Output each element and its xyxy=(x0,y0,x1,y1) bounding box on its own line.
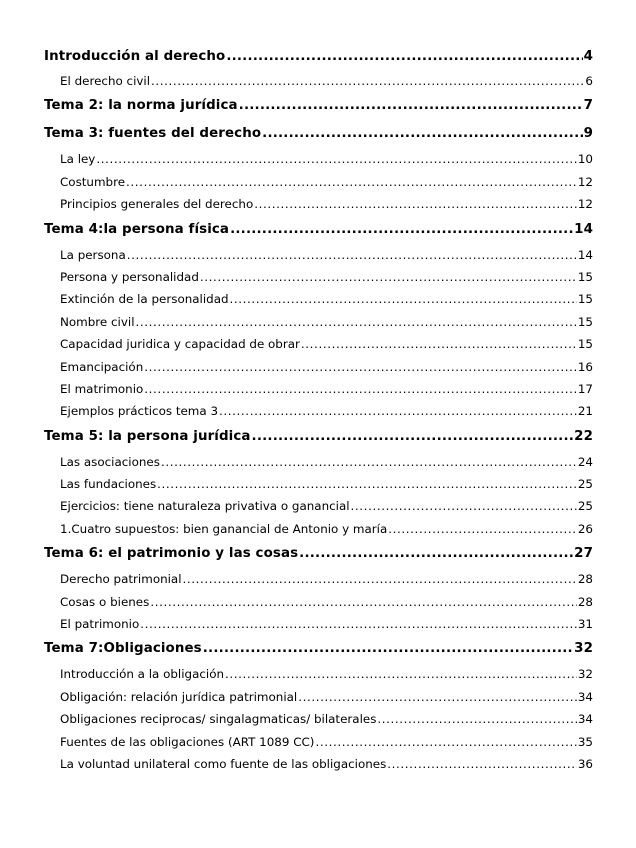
toc-page-number: 36 xyxy=(577,756,593,771)
toc-page-number: 16 xyxy=(577,359,593,374)
toc-page-number: 26 xyxy=(577,521,593,536)
dot-leader xyxy=(301,333,577,355)
toc-section-entry[interactable] xyxy=(44,378,593,400)
dot-leader xyxy=(252,423,574,451)
toc-entry-title: Obligaciones reciprocas/ singalagmaticas/ bilaterales xyxy=(60,712,377,727)
dot-leader xyxy=(298,686,577,708)
toc-entry-title: Cuatro supuestos: bien ganancial de Antonio y maría xyxy=(71,521,388,536)
toc-entry-title: El matrimonio xyxy=(60,381,144,396)
toc-entry-title: Tema 2: la norma jurídica xyxy=(44,98,238,114)
toc-section-entry[interactable] xyxy=(44,731,593,753)
toc-section-entry[interactable] xyxy=(44,244,593,266)
toc-entry-title: Tema 4:la persona física xyxy=(44,221,230,237)
dot-leader xyxy=(200,266,577,288)
toc-section-entry[interactable] xyxy=(44,591,593,613)
dot-leader xyxy=(140,613,577,635)
dot-leader xyxy=(144,356,577,378)
toc-section-entry[interactable] xyxy=(44,613,593,635)
toc-page-number: 24 xyxy=(577,454,593,469)
toc-entry-title: Fuentes de las obligaciones (ART 1089 CC) xyxy=(60,734,315,749)
toc-section-entry[interactable] xyxy=(44,686,593,708)
toc-page-number: 31 xyxy=(577,617,593,632)
dot-leader xyxy=(262,120,582,148)
dot-leader xyxy=(96,148,577,170)
toc-page-number: 15 xyxy=(577,292,593,307)
toc-page-number: 25 xyxy=(577,499,593,514)
toc-entry-title: Tema 5: la persona jurídica xyxy=(44,428,251,444)
dot-leader xyxy=(225,663,577,685)
dot-leader xyxy=(203,635,573,663)
toc-page-number: 14 xyxy=(574,221,593,237)
toc-page-number: 34 xyxy=(577,712,593,727)
toc-chapter-entry[interactable] xyxy=(44,635,593,663)
toc-section-entry[interactable] xyxy=(44,708,593,730)
toc-entry-title: El patrimonio xyxy=(60,617,140,632)
toc-page-number: 15 xyxy=(577,337,593,352)
dot-leader xyxy=(315,731,576,753)
toc-section-entry[interactable] xyxy=(44,753,593,775)
toc-entry-title: Tema 7:Obligaciones xyxy=(44,641,202,657)
dot-leader xyxy=(151,70,584,92)
toc-chapter-entry[interactable] xyxy=(44,92,593,120)
toc-page-number: 12 xyxy=(577,197,593,212)
toc-page-number: 6 xyxy=(585,74,593,88)
toc-entry-title: Introducción a la obligación xyxy=(60,667,225,682)
toc-page-number: 32 xyxy=(574,641,593,657)
toc-page-number: 34 xyxy=(577,689,593,704)
toc-entry-title: La voluntad unilateral como fuente de las obligaciones xyxy=(60,756,387,771)
toc-section-entry[interactable] xyxy=(44,288,593,310)
toc-entry-title: Nombre civil xyxy=(60,314,135,329)
toc-page-number: 14 xyxy=(577,247,593,262)
toc-section-entry[interactable] xyxy=(44,356,593,378)
toc-page-number: 15 xyxy=(577,269,593,284)
toc-section-entry[interactable] xyxy=(44,568,593,590)
toc-page-number: 4 xyxy=(583,49,593,64)
toc-chapter-entry[interactable] xyxy=(44,216,593,244)
toc-entry-title: Tema 6: el patrimonio y las cosas xyxy=(44,546,299,562)
toc-entry-title: Persona y personalidad xyxy=(60,269,199,284)
toc-entry-title: Capacidad juridica y capacidad de obrar xyxy=(60,337,300,352)
toc-page-number: 21 xyxy=(577,404,593,419)
toc-page-number: 27 xyxy=(574,546,593,562)
toc-chapter-entry[interactable] xyxy=(44,120,593,148)
dot-leader xyxy=(351,495,577,517)
dot-leader xyxy=(150,591,577,613)
toc-section-entry[interactable] xyxy=(44,473,593,495)
toc-section-entry[interactable] xyxy=(44,171,593,193)
toc-section-entry[interactable] xyxy=(44,70,593,92)
toc-section-entry[interactable] xyxy=(44,266,593,288)
toc-page-number: 35 xyxy=(577,734,593,749)
toc-page-number: 9 xyxy=(583,126,593,142)
table-of-contents xyxy=(44,44,593,775)
toc-page-number: 17 xyxy=(577,381,593,396)
toc-page-number: 15 xyxy=(577,314,593,329)
toc-page-number: 7 xyxy=(583,98,593,114)
dot-leader xyxy=(387,753,577,775)
toc-chapter-entry[interactable] xyxy=(44,44,593,70)
toc-entry-title: Extinción de la personalidad xyxy=(60,292,229,307)
toc-entry-title: Principios generales del derecho xyxy=(60,197,254,212)
dot-leader xyxy=(388,518,577,540)
toc-entry-title: Ejemplos prácticos tema 3 xyxy=(60,404,219,419)
toc-section-entry[interactable] xyxy=(44,518,593,540)
toc-section-entry[interactable] xyxy=(44,495,593,517)
dot-leader xyxy=(136,311,577,333)
toc-entry-title: Emancipación xyxy=(60,359,144,374)
dot-leader xyxy=(230,216,573,244)
toc-entry-title: La persona xyxy=(60,247,126,262)
toc-entry-title: Tema 3: fuentes del derecho xyxy=(44,126,262,142)
toc-section-entry[interactable] xyxy=(44,333,593,355)
dot-leader xyxy=(254,193,577,215)
toc-entry-title: Cosas o bienes xyxy=(60,594,150,609)
dot-leader xyxy=(219,400,577,422)
toc-section-entry[interactable] xyxy=(44,311,593,333)
toc-entry-title: El derecho civil xyxy=(60,74,151,88)
toc-page-number: 28 xyxy=(577,572,593,587)
toc-entry-title: Las asociaciones xyxy=(60,454,160,469)
toc-section-entry[interactable] xyxy=(44,400,593,422)
toc-chapter-entry[interactable] xyxy=(44,423,593,451)
toc-page-number: 22 xyxy=(574,428,593,444)
dot-leader xyxy=(161,451,577,473)
dot-leader xyxy=(299,540,573,568)
dot-leader xyxy=(157,473,577,495)
toc-entry-title: Obligación: relación jurídica patrimonial xyxy=(60,689,298,704)
toc-entry-title: Derecho patrimonial xyxy=(60,572,182,587)
toc-entry-title: La ley xyxy=(60,152,96,167)
toc-page-number: 28 xyxy=(577,594,593,609)
dot-leader xyxy=(230,288,577,310)
toc-entry-title: Ejercicios: tiene naturaleza privativa o ganancial xyxy=(60,499,350,514)
toc-chapter-entry[interactable] xyxy=(44,540,593,568)
dot-leader xyxy=(239,92,583,120)
toc-section-entry[interactable] xyxy=(44,663,593,685)
toc-entry-title: Costumbre xyxy=(60,174,126,189)
toc-section-entry[interactable] xyxy=(44,193,593,215)
dot-leader xyxy=(127,244,577,266)
dot-leader xyxy=(144,378,577,400)
toc-page-number: 12 xyxy=(577,174,593,189)
toc-page-number: 10 xyxy=(577,152,593,167)
dot-leader xyxy=(126,171,577,193)
toc-section-entry[interactable] xyxy=(44,451,593,473)
toc-entry-title: Las fundaciones xyxy=(60,477,157,492)
toc-page-number: 32 xyxy=(577,667,593,682)
dot-leader xyxy=(226,44,582,70)
dot-leader xyxy=(377,708,576,730)
dot-leader xyxy=(183,568,577,590)
toc-section-entry[interactable] xyxy=(44,148,593,170)
toc-page-number: 25 xyxy=(577,477,593,492)
toc-entry-number: 1. xyxy=(60,521,72,536)
toc-entry-title: Introducción al derecho xyxy=(44,49,226,64)
